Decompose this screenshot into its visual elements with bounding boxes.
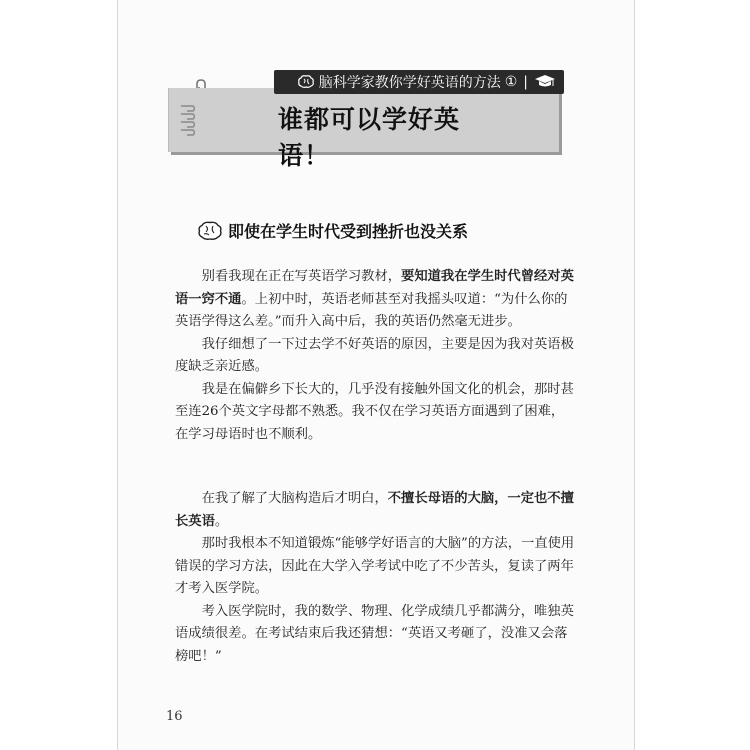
paragraph <box>175 266 575 334</box>
paragraph-text: 别看我现在正在写英语学习教材， <box>201 269 402 284</box>
emphasis-text: 不擅长母语的大脑，一定也不擅长英语 <box>175 491 574 529</box>
paragraph <box>175 488 575 533</box>
section-heading <box>198 219 468 242</box>
brain-icon <box>198 221 222 241</box>
paragraph <box>175 379 575 447</box>
text-block-1 <box>175 266 575 446</box>
text-block-2 <box>175 488 575 668</box>
spiral-binding-icon <box>179 102 199 142</box>
paragraph-text: 考入医学院时，我的数学、物理、化学成绩几乎都满分，唯独英语成绩很差。在考试结束后我还猜想：“英语又考砸了，没准又会落榜吧！” <box>175 603 574 664</box>
emphasis-text: 要知道我在学生时代曾经对英语一窍不通 <box>175 269 574 307</box>
paragraph <box>175 334 575 379</box>
brain-icon <box>298 75 314 89</box>
page-number: 16 <box>166 709 183 724</box>
chapter-header <box>274 70 564 94</box>
graduation-cap-icon <box>534 74 556 90</box>
paragraph-text: 我是在偏僻乡下长大的，几乎没有接触外国文化的机会，那时甚至连26个英文字母都不熟悉。我不仅在学习英语方面遇到了困难，在学习母语时也不顺利。 <box>175 381 574 442</box>
paragraph-text: 那时我根本不知道锻炼“能够学好语言的大脑”的方法，一直使用错误的学习方法，因此在大学入学考试中吃了不少苦头，复读了两年才考入医学院。 <box>175 536 575 596</box>
page-title: 谁都可以学好英语！ <box>278 105 461 170</box>
header-separator: | <box>523 74 528 90</box>
chapter-label: 脑科学家教你学好英语的方法 <box>318 75 501 91</box>
paragraph-text: 在我了解了大脑构造后才明白， <box>201 491 388 506</box>
section-heading-text: 即使在学生时代受到挫折也没关系 <box>228 222 469 241</box>
paragraph-text: 我仔细想了一下过去学不好英语的原因，主要是因为我对英语极度缺乏亲近感。 <box>175 336 574 374</box>
paragraph <box>175 601 575 669</box>
paragraph-text: 。上初中时，英语老师甚至对我摇头叹道：“为什么你的英语学得这么差。”而升入高中后，我的英语仍然毫无进步。 <box>175 291 568 329</box>
chapter-number: ① <box>504 74 518 90</box>
paragraph <box>175 533 575 601</box>
paragraph-text: 。 <box>214 513 229 529</box>
